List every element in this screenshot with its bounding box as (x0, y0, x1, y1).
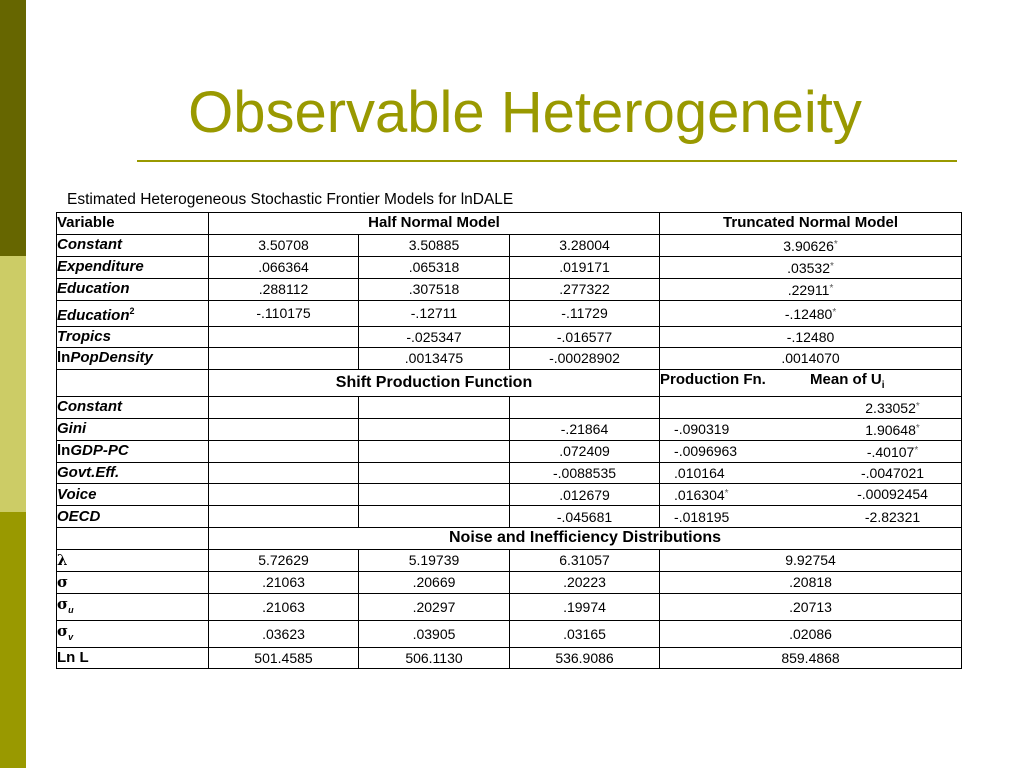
label-text: OECD (57, 507, 101, 525)
truncated-split (660, 397, 961, 418)
production-fn-value: -.090319 (674, 420, 730, 437)
half-normal-1 (209, 326, 359, 348)
half-normal-2: 506.1130 (359, 647, 510, 669)
label-text: Education (57, 280, 130, 298)
table-row (57, 278, 962, 300)
significance-star: * (829, 282, 834, 294)
half-normal-2 (359, 418, 510, 440)
section-shift-production: Shift Production Function (209, 369, 660, 396)
row-label (57, 300, 209, 326)
half-normal-3: -.21864 (510, 418, 660, 440)
row-label (57, 234, 209, 256)
production-fn-value (660, 397, 784, 418)
slide-title: Observable Heterogeneity (188, 80, 862, 145)
production-mean-header (660, 369, 962, 396)
significance-star: * (724, 488, 729, 500)
row-label (57, 549, 209, 571)
half-normal-1 (209, 440, 359, 462)
significance-star: * (829, 260, 834, 272)
significance-star: * (915, 400, 920, 412)
half-normal-3: .277322 (510, 278, 660, 300)
truncated-split-cell (660, 440, 962, 462)
half-normal-1: .21063 (209, 571, 359, 593)
truncated-value: .20713 (660, 593, 962, 620)
side-accent-bar (0, 0, 26, 768)
half-normal-2 (359, 506, 510, 528)
half-normal-1 (209, 396, 359, 418)
half-normal-2 (359, 440, 510, 462)
table-row (57, 484, 962, 506)
table-row (57, 506, 962, 528)
half-normal-1 (209, 484, 359, 506)
half-normal-3: .03165 (510, 620, 660, 647)
truncated-split-cell (660, 462, 962, 484)
table-row (57, 549, 962, 571)
half-normal-3: .19974 (510, 593, 660, 620)
half-normal-3: 3.28004 (510, 234, 660, 256)
half-normal-2: .20669 (359, 571, 510, 593)
truncated-value: 3.90626* (660, 234, 962, 256)
row-label (57, 620, 209, 647)
half-normal-1 (209, 506, 359, 528)
half-normal-3 (510, 396, 660, 418)
greek-subscript: v (68, 631, 74, 642)
half-normal-2: -.025347 (359, 326, 510, 348)
label-text: Constant (57, 236, 122, 254)
label-text: Voice (57, 485, 97, 503)
table-row (57, 593, 962, 620)
truncated-split (660, 484, 961, 505)
half-normal-3: 536.9086 (510, 647, 660, 669)
truncated-split-cell (660, 418, 962, 440)
truncated-value: .03532* (660, 256, 962, 278)
table-row (57, 620, 962, 647)
section-row (57, 527, 962, 549)
row-label: Ln L (57, 647, 209, 669)
table-row (57, 256, 962, 278)
half-normal-2: .307518 (359, 278, 510, 300)
truncated-value: 9.92754 (660, 549, 962, 571)
significance-star: * (915, 422, 920, 434)
table-row (57, 440, 962, 462)
half-normal-3: .20223 (510, 571, 660, 593)
side-bar-olive-segment (0, 512, 26, 768)
truncated-value: .20818 (660, 571, 962, 593)
greek-symbol: λ (57, 550, 68, 569)
row-label (57, 440, 209, 462)
half-normal-3: .072409 (510, 440, 660, 462)
greek-symbol: σ (57, 621, 69, 640)
row-label (57, 462, 209, 484)
truncated-split (660, 507, 961, 527)
half-normal-2: .0013475 (359, 348, 510, 370)
mean-of-u-value: 1.90648* (865, 421, 920, 438)
label-text: PopDensity (70, 349, 153, 367)
half-normal-3: .019171 (510, 256, 660, 278)
table-caption: Estimated Heterogeneous Stochastic Frontier Models for lnDALE (67, 191, 514, 208)
table-row (57, 418, 962, 440)
label-text: Constant (57, 398, 122, 416)
half-normal-1: .21063 (209, 593, 359, 620)
truncated-value: .22911* (660, 278, 962, 300)
truncated-split (660, 441, 961, 462)
half-normal-1: 3.50708 (209, 234, 359, 256)
truncated-value: .0014070 (660, 348, 962, 370)
section-empty-cell (57, 527, 209, 549)
half-normal-1: .066364 (209, 256, 359, 278)
truncated-value: -.12480* (660, 300, 962, 326)
half-normal-1: -.110175 (209, 300, 359, 326)
truncated-value: 859.4868 (660, 647, 962, 669)
label-text: Tropics (57, 327, 111, 345)
truncated-split-cell (660, 396, 962, 418)
half-normal-1 (209, 462, 359, 484)
table-row (57, 234, 962, 256)
half-normal-2 (359, 396, 510, 418)
production-fn-label: Production Fn. (660, 370, 766, 388)
greek-symbol: σ (57, 572, 69, 591)
truncated-value: .02086 (660, 620, 962, 647)
half-normal-1: 501.4585 (209, 647, 359, 669)
mean-of-u-value: -.00092454 (857, 486, 928, 503)
half-normal-3: -.016577 (510, 326, 660, 348)
side-bar-dark-segment (0, 0, 26, 256)
half-normal-3: -.11729 (510, 300, 660, 326)
truncated-split-cell (660, 484, 962, 506)
row-label (57, 278, 209, 300)
production-fn-value: -.018195 (674, 508, 730, 525)
half-normal-2 (359, 484, 510, 506)
label-superscript: 2 (129, 305, 135, 316)
table-row (57, 326, 962, 348)
half-normal-2: -.12711 (359, 300, 510, 326)
section-row (57, 369, 962, 396)
significance-star: * (832, 306, 837, 318)
half-normal-3: 6.31057 (510, 549, 660, 571)
significance-star: * (833, 238, 838, 250)
truncated-split-cell (660, 506, 962, 528)
row-label (57, 506, 209, 528)
half-normal-1 (209, 348, 359, 370)
row-label (57, 418, 209, 440)
production-fn-value: .010164 (674, 465, 725, 482)
half-normal-3: -.00028902 (510, 348, 660, 370)
header-half-normal: Half Normal Model (209, 213, 660, 235)
label-text: Expenditure (57, 258, 144, 276)
row-label (57, 256, 209, 278)
estimates-table (56, 212, 962, 669)
table-row (57, 348, 962, 370)
half-normal-1: .03623 (209, 620, 359, 647)
header-row (57, 213, 962, 235)
row-label (57, 593, 209, 620)
mean-of-u-value: 2.33052* (865, 399, 920, 416)
table-row (57, 571, 962, 593)
mean-of-u-value: -.0047021 (861, 465, 925, 482)
header-truncated: Truncated Normal Model (660, 213, 962, 235)
production-mean-split (660, 370, 961, 396)
mean-subscript: i (881, 379, 885, 391)
half-normal-2: 5.19739 (359, 549, 510, 571)
truncated-value: -.12480 (660, 326, 962, 348)
production-fn-value: .016304* (674, 487, 729, 504)
mean-of-u-value: -.40107* (866, 443, 919, 460)
table-row (57, 462, 962, 484)
half-normal-2: .065318 (359, 256, 510, 278)
section-noise-inefficiency: Noise and Inefficiency Distributions (209, 527, 962, 549)
truncated-split (660, 463, 961, 483)
half-normal-3: -.0088535 (510, 462, 660, 484)
half-normal-2: .20297 (359, 593, 510, 620)
half-normal-3: .012679 (510, 484, 660, 506)
greek-subscript: u (68, 604, 74, 615)
significance-star: * (914, 444, 919, 456)
mean-of-u-value: -2.82321 (864, 508, 921, 525)
half-normal-2: .03905 (359, 620, 510, 647)
title-underline (137, 160, 957, 162)
truncated-split (660, 419, 961, 440)
section-empty-cell (57, 369, 209, 396)
table-row (57, 396, 962, 418)
row-label (57, 348, 209, 370)
label-prefix: ln (57, 349, 71, 367)
table-row (57, 300, 962, 326)
row-label (57, 396, 209, 418)
mean-of-u-label: Mean of $U_i$ (810, 370, 885, 391)
half-normal-2 (359, 462, 510, 484)
side-bar-light-segment (0, 256, 26, 512)
production-fn-value: -.0096963 (674, 442, 738, 459)
half-normal-1 (209, 418, 359, 440)
label-text: Education (57, 306, 130, 324)
row-label (57, 484, 209, 506)
half-normal-1: .288112 (209, 278, 359, 300)
row-label (57, 571, 209, 593)
label-text: Gini (57, 420, 87, 438)
label-text: Govt.Eff. (57, 464, 120, 482)
half-normal-2: 3.50885 (359, 234, 510, 256)
greek-symbol: σ (57, 594, 69, 613)
header-variable: Variable (57, 213, 209, 235)
half-normal-1: 5.72629 (209, 549, 359, 571)
row-label (57, 326, 209, 348)
half-normal-3: -.045681 (510, 506, 660, 528)
label-text: GDP-PC (70, 442, 129, 460)
label-prefix: ln (57, 442, 71, 460)
loglik-row (57, 647, 962, 669)
